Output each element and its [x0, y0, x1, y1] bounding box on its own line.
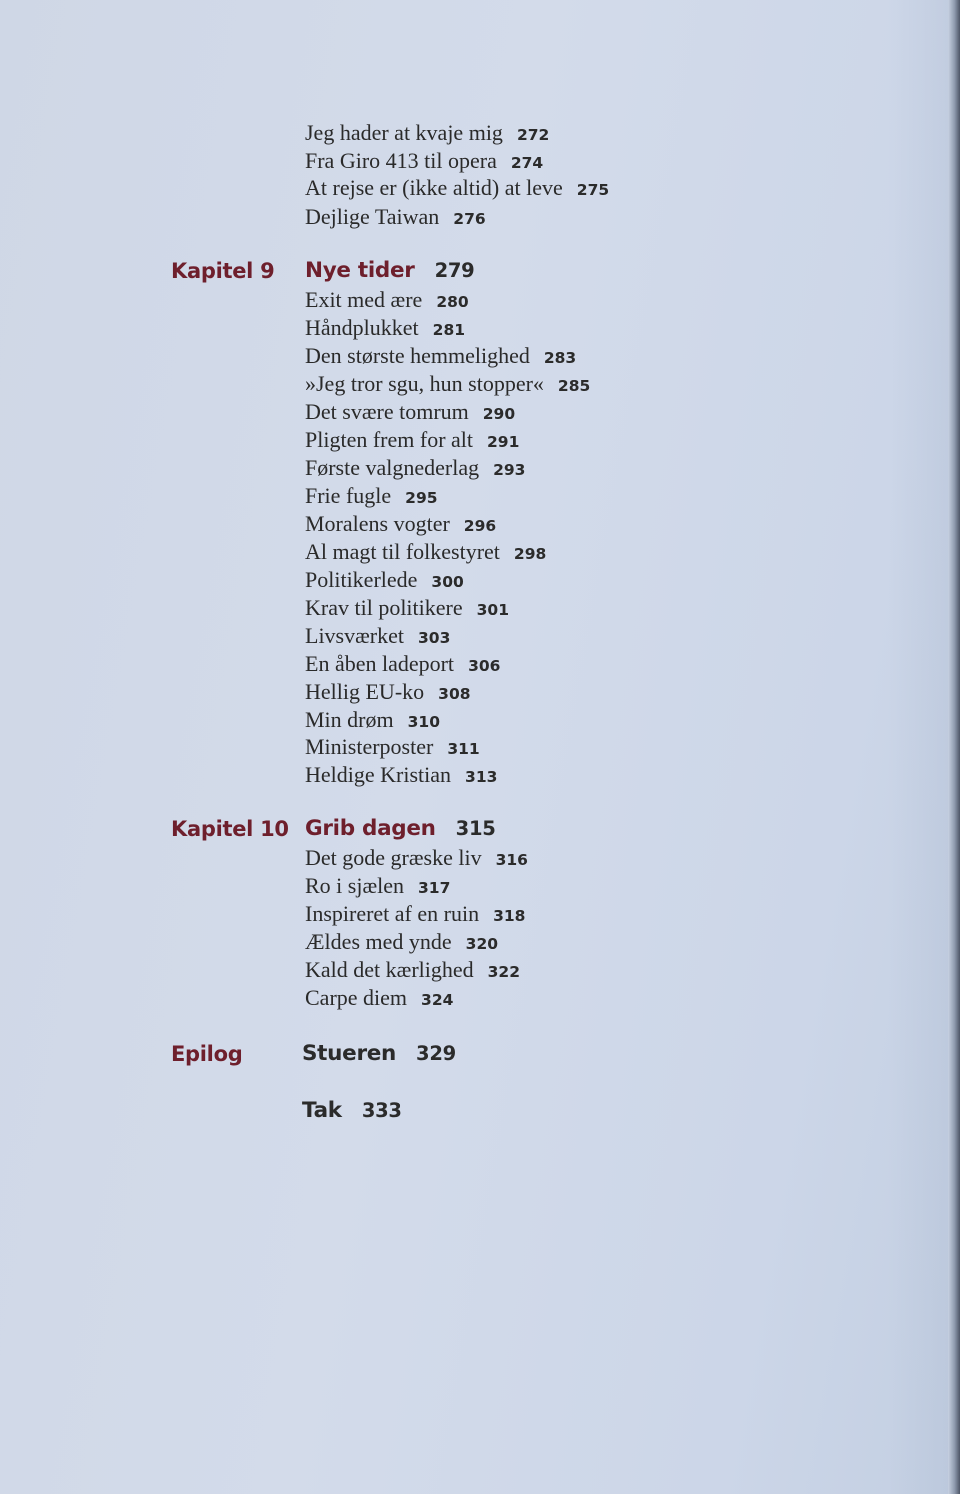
toc-entry — [305, 510, 496, 538]
chapter-label: Kapitel 9 — [171, 259, 275, 283]
toc-entry — [305, 594, 509, 622]
toc-entry-title: Første valgnederlag — [305, 455, 480, 480]
toc-entry-page: 324 — [421, 991, 454, 1009]
toc-entry-page: 320 — [465, 935, 499, 953]
toc-entry-page: 306 — [468, 657, 501, 675]
toc-entry — [305, 454, 525, 482]
toc-entry-title: Carpe diem — [305, 985, 408, 1010]
toc-entry-page: 285 — [557, 377, 591, 395]
toc-entry — [305, 761, 497, 789]
chapter-title-text: Grib dagen — [305, 816, 436, 841]
thanks-title-text: Tak — [302, 1098, 342, 1123]
toc-entry-title: Ældes med ynde — [305, 929, 452, 954]
toc-entry-title: Inspireret af en ruin — [305, 901, 480, 926]
toc-entry-page: 301 — [476, 601, 509, 619]
toc-entry — [305, 342, 576, 370]
toc-entry-title: Ministerposter — [305, 734, 434, 759]
toc-entry-page: 311 — [447, 740, 480, 758]
toc-entry-page: 275 — [576, 181, 610, 199]
thanks-title — [302, 1095, 402, 1127]
toc-entry-title: Håndplukket — [305, 315, 419, 340]
toc-entry — [305, 538, 546, 566]
toc-entry-title: Kald det kærlighed — [305, 957, 474, 982]
toc-entry-title: En åben ladeport — [305, 651, 455, 676]
toc-entry-title: Fra Giro 413 til opera — [305, 148, 497, 173]
toc-entry-page: 316 — [495, 851, 528, 869]
toc-entry — [305, 844, 528, 872]
toc-entry-page: 293 — [493, 461, 526, 479]
toc-entry — [305, 370, 590, 398]
toc-entry-page: 322 — [487, 963, 520, 981]
toc-entry-page: 272 — [516, 126, 550, 144]
toc-entry — [305, 872, 450, 900]
toc-entry — [305, 174, 609, 202]
page-shadow — [888, 0, 948, 1494]
toc-entry-page: 276 — [453, 210, 486, 228]
toc-entry-title: »Jeg tror sgu, hun stopper« — [305, 371, 544, 396]
toc-entry-page: 300 — [431, 573, 464, 591]
toc-entry-page: 313 — [465, 768, 498, 786]
chapter-page: 315 — [455, 817, 496, 840]
toc-entry — [305, 482, 438, 510]
epilog-title — [302, 1038, 456, 1070]
toc-entry-title: Min drøm — [305, 707, 394, 732]
toc-entry-page: 318 — [493, 907, 526, 925]
toc-entry — [305, 984, 453, 1012]
toc-entry-title: Heldige Kristian — [305, 762, 452, 787]
toc-entry — [305, 678, 471, 706]
toc-entry — [305, 398, 515, 426]
toc-entry — [305, 203, 486, 231]
toc-entry-title: Pligten frem for alt — [305, 427, 474, 452]
toc-entry-page: 298 — [513, 545, 547, 563]
toc-entry-title: At rejse er (ikke altid) at leve — [305, 175, 563, 200]
toc-entry-page: 274 — [510, 154, 544, 172]
toc-entry-title: Ro i sjælen — [305, 873, 405, 898]
toc-entry — [305, 733, 480, 761]
toc-entry-title: Frie fugle — [305, 483, 392, 508]
toc-entry — [305, 928, 498, 956]
toc-entry-title: Al magt til folkestyret — [305, 539, 500, 564]
thanks-page: 333 — [361, 1099, 402, 1122]
toc-entry — [305, 566, 464, 594]
toc-entry-page: 281 — [432, 321, 466, 339]
toc-entry-page: 308 — [438, 685, 471, 703]
toc-entry-page: 303 — [418, 629, 451, 647]
toc-entry-title: Krav til politikere — [305, 595, 463, 620]
toc-entry — [305, 706, 440, 734]
toc-entry — [305, 426, 519, 454]
toc-entry — [305, 622, 450, 650]
toc-entry-page: 295 — [405, 489, 438, 507]
toc-entry — [305, 956, 520, 984]
toc-entry-title: Exit med ære — [305, 287, 423, 312]
toc-entry-title: Hellig EU-ko — [305, 679, 425, 704]
toc-entry-title: Det svære tomrum — [305, 399, 469, 424]
toc-entry-page: 310 — [407, 713, 440, 731]
toc-entry-page: 291 — [487, 433, 520, 451]
epilog-page: 329 — [416, 1042, 456, 1065]
toc-entry-page: 290 — [482, 405, 516, 423]
toc-entry-title: Politikerlede — [305, 567, 418, 592]
chapter-label: Kapitel 10 — [171, 817, 289, 841]
toc-entry-page: 280 — [436, 293, 469, 311]
toc-entry — [305, 286, 469, 314]
chapter-page: 279 — [434, 259, 475, 282]
chapter-title-text: Nye tider — [305, 258, 415, 283]
toc-entry-title: Den største hemmelighed — [305, 343, 530, 368]
toc-entry — [305, 147, 543, 175]
chapter-title — [305, 255, 474, 287]
toc-entry-page: 296 — [463, 517, 497, 535]
toc-entry-page: 283 — [543, 349, 577, 367]
epilog-title-text: Stueren — [302, 1041, 397, 1066]
chapter-title — [305, 813, 495, 845]
toc-entry-title: Dejlige Taiwan — [305, 204, 440, 229]
epilog-label: Epilog — [171, 1042, 243, 1066]
toc-entry-title: Jeg hader at kvaje mig — [305, 120, 503, 145]
toc-entry — [305, 314, 465, 342]
toc-entry-title: Det gode græske liv — [305, 845, 482, 870]
toc-entry-title: Moralens vogter — [305, 511, 450, 536]
page-edge — [948, 0, 960, 1494]
toc-entry — [305, 119, 549, 147]
toc-entry-page: 317 — [418, 879, 451, 897]
toc-entry — [305, 900, 525, 928]
toc-entry-title: Livsværket — [305, 623, 404, 648]
toc-entry — [305, 650, 500, 678]
